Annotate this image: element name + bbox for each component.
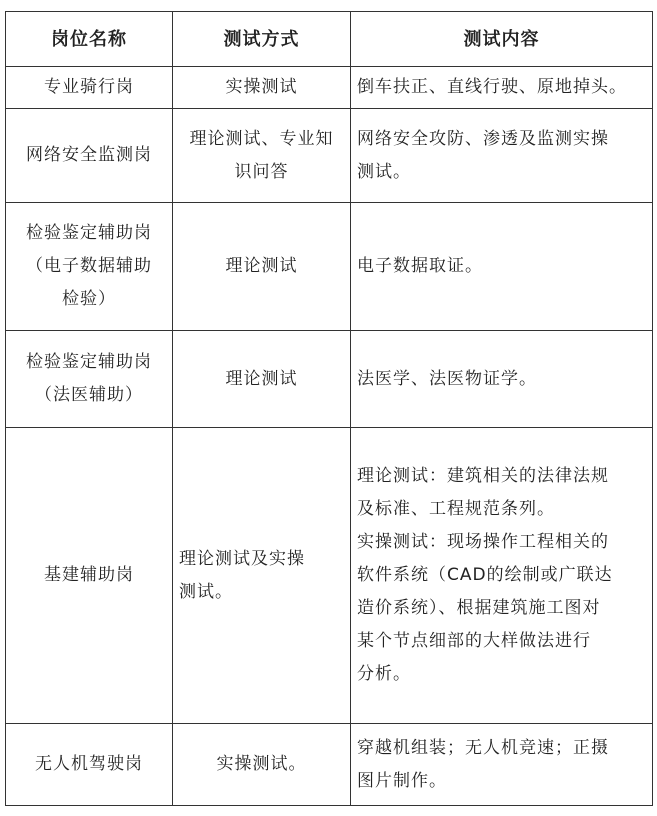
table-row: [6, 724, 653, 806]
test-content: 理论测试：建筑相关的法律法规 及标准、工程规范条列。 实操测试：现场操作工程相关的 软件系统（CAD的绘制或广联达 造价系统）、根据建筑施工图对 某个节点细部的大样做法进行 分析。: [351, 428, 653, 724]
test-method: 理论测试、专业知 识问答: [173, 109, 351, 203]
header-test-method: 测试方式: [173, 12, 351, 67]
table-row: [6, 67, 653, 109]
position-name: 基建辅助岗: [6, 428, 173, 724]
test-content: 倒车扶正、直线行驶、原地掉头。: [351, 67, 653, 109]
table-row: [6, 428, 653, 724]
test-content: 法医学、法医物证学。: [351, 331, 653, 428]
test-method: 理论测试: [173, 331, 351, 428]
header-test-content: 测试内容: [351, 12, 653, 67]
header-row: [6, 12, 653, 67]
test-method: 理论测试及实操 测试。: [173, 428, 351, 724]
position-name: 检验鉴定辅助岗 （法医辅助）: [6, 331, 173, 428]
position-name: 无人机驾驶岗: [6, 724, 173, 806]
header-position-name: 岗位名称: [6, 12, 173, 67]
test-content: 网络安全攻防、渗透及监测实操 测试。: [351, 109, 653, 203]
test-content: 电子数据取证。: [351, 203, 653, 331]
test-method: 实操测试: [173, 67, 351, 109]
position-name: 专业骑行岗: [6, 67, 173, 109]
position-name: 网络安全监测岗: [6, 109, 173, 203]
table-row: [6, 331, 653, 428]
table-row: [6, 203, 653, 331]
test-method: 实操测试。: [173, 724, 351, 806]
table-row: [6, 109, 653, 203]
exam-table: [5, 11, 653, 806]
position-name: 检验鉴定辅助岗 （电子数据辅助 检验）: [6, 203, 173, 331]
test-content: 穿越机组装；无人机竞速；正摄 图片制作。: [351, 724, 653, 806]
test-method: 理论测试: [173, 203, 351, 331]
